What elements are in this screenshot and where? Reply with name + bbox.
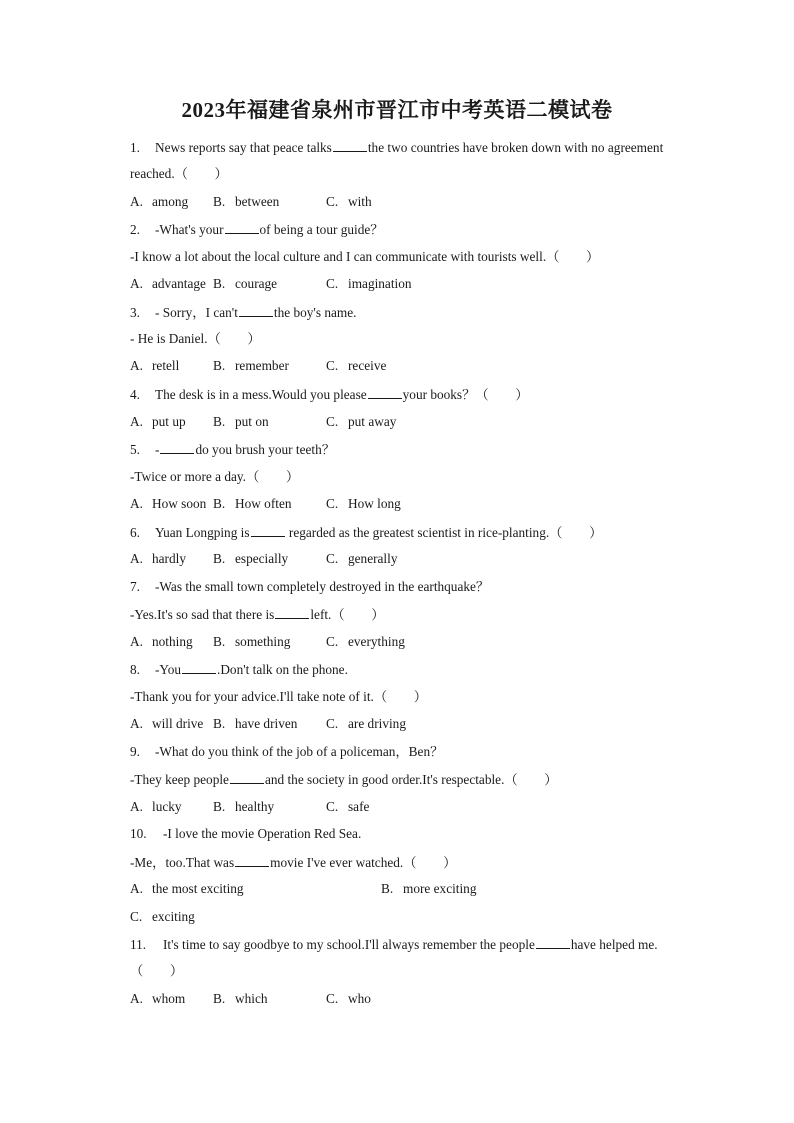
answer-blank <box>182 660 216 674</box>
option-c[interactable]: C. put away <box>326 414 397 429</box>
question-4-options <box>130 413 730 431</box>
option-b[interactable]: B. healthy <box>213 799 275 814</box>
option-b[interactable]: B. more exciting <box>381 881 477 896</box>
question-10-options-row1 <box>130 880 730 898</box>
answer-blank <box>160 440 194 454</box>
question-11-continued: （ ） <box>130 963 184 978</box>
answer-blank <box>275 605 309 619</box>
option-a[interactable]: A. lucky <box>130 799 182 814</box>
option-c[interactable]: C. generally <box>326 551 398 566</box>
answer-blank <box>230 770 264 784</box>
option-c[interactable]: C. with <box>326 194 372 209</box>
question-8-reply: -Thank you for your advice.I'll take note of it.（ ） <box>130 689 428 704</box>
option-a[interactable]: A. among <box>130 194 189 209</box>
question-5-reply: -Twice or more a day.（ ） <box>130 469 300 484</box>
question-5: 5. - do you brush your teeth？ <box>130 442 336 457</box>
question-8: 8. -You .Don't talk on the phone. <box>130 662 348 677</box>
question-3-reply: - He is Daniel.（ ） <box>130 331 261 346</box>
question-1-options <box>130 193 730 211</box>
question-7: 7. -Was the small town completely destroyed in the earthquake？ <box>130 579 490 594</box>
option-c[interactable]: C. who <box>326 991 371 1006</box>
answer-blank <box>225 220 259 234</box>
question-10-options-row2 <box>130 908 730 926</box>
option-a[interactable]: A. How soon <box>130 496 207 511</box>
option-c[interactable]: C. everything <box>326 634 405 649</box>
option-c[interactable]: C. exciting <box>130 909 195 924</box>
question-1-continued: reached.（ ） <box>130 166 228 181</box>
answer-blank <box>239 303 273 317</box>
answer-blank <box>235 853 269 867</box>
option-b[interactable]: B. put on <box>213 414 269 429</box>
option-c[interactable]: C. imagination <box>326 276 412 291</box>
question-7-reply: -Yes.It's so sad that there is left.（ ） <box>130 607 385 622</box>
option-c[interactable]: C. are driving <box>326 716 406 731</box>
option-c[interactable]: C. safe <box>326 799 370 814</box>
question-9: 9. -What do you think of the job of a policeman，Ben？ <box>130 744 444 759</box>
answer-blank <box>251 523 285 537</box>
question-6: 6. Yuan Longping is regarded as the greatest scientist in rice-planting.（ ） <box>130 525 603 540</box>
option-b[interactable]: B. something <box>213 634 291 649</box>
question-7-options <box>130 633 730 651</box>
option-a[interactable]: A. will drive <box>130 716 204 731</box>
option-b[interactable]: B. How often <box>213 496 292 511</box>
question-2: 2. -What's your of being a tour guide？ <box>130 222 384 237</box>
option-c[interactable]: C. How long <box>326 496 401 511</box>
question-5-options <box>130 495 730 513</box>
option-b[interactable]: B. between <box>213 194 280 209</box>
option-b[interactable]: B. have driven <box>213 716 298 731</box>
page-title: 2023年福建省泉州市晋江市中考英语二模试卷 <box>181 98 613 122</box>
option-a[interactable]: A. whom <box>130 991 186 1006</box>
question-2-reply: -I know a lot about the local culture and I can communicate with tourists well.（ ） <box>130 249 600 264</box>
option-a[interactable]: A. advantage <box>130 276 206 291</box>
question-10-reply: -Me，too.That was movie I've ever watched.（ ） <box>130 855 457 870</box>
answer-blank <box>368 385 402 399</box>
option-a[interactable]: A. put up <box>130 414 186 429</box>
question-2-options <box>130 275 730 293</box>
question-3: 3. - Sorry，I can't the boy's name. <box>130 305 357 320</box>
question-3-options <box>130 357 730 375</box>
option-b[interactable]: B. especially <box>213 551 289 566</box>
option-a[interactable]: A. the most exciting <box>130 881 244 896</box>
option-b[interactable]: B. courage <box>213 276 278 291</box>
option-a[interactable]: A. hardly <box>130 551 186 566</box>
question-9-options <box>130 798 730 816</box>
question-11-options <box>130 990 730 1008</box>
option-b[interactable]: B. remember <box>213 358 289 373</box>
question-10: 10. -I love the movie Operation Red Sea. <box>130 826 362 841</box>
option-a[interactable]: A. nothing <box>130 634 193 649</box>
question-11: 11. It's time to say goodbye to my school.I'll always remember the people have helped me. <box>130 937 658 952</box>
question-4: 4. The desk is in a mess.Would you please your books？（ ） <box>130 387 529 402</box>
question-1: 1. News reports say that peace talks the two countries have broken down with no agreement <box>130 140 664 155</box>
question-6-options <box>130 550 730 568</box>
option-a[interactable]: A. retell <box>130 358 180 373</box>
answer-blank <box>333 138 367 152</box>
question-9-reply: -They keep people and the society in good order.It's respectable.（ ） <box>130 772 558 787</box>
answer-blank <box>536 935 570 949</box>
option-b[interactable]: B. which <box>213 991 268 1006</box>
option-c[interactable]: C. receive <box>326 358 387 373</box>
question-8-options <box>130 715 730 733</box>
